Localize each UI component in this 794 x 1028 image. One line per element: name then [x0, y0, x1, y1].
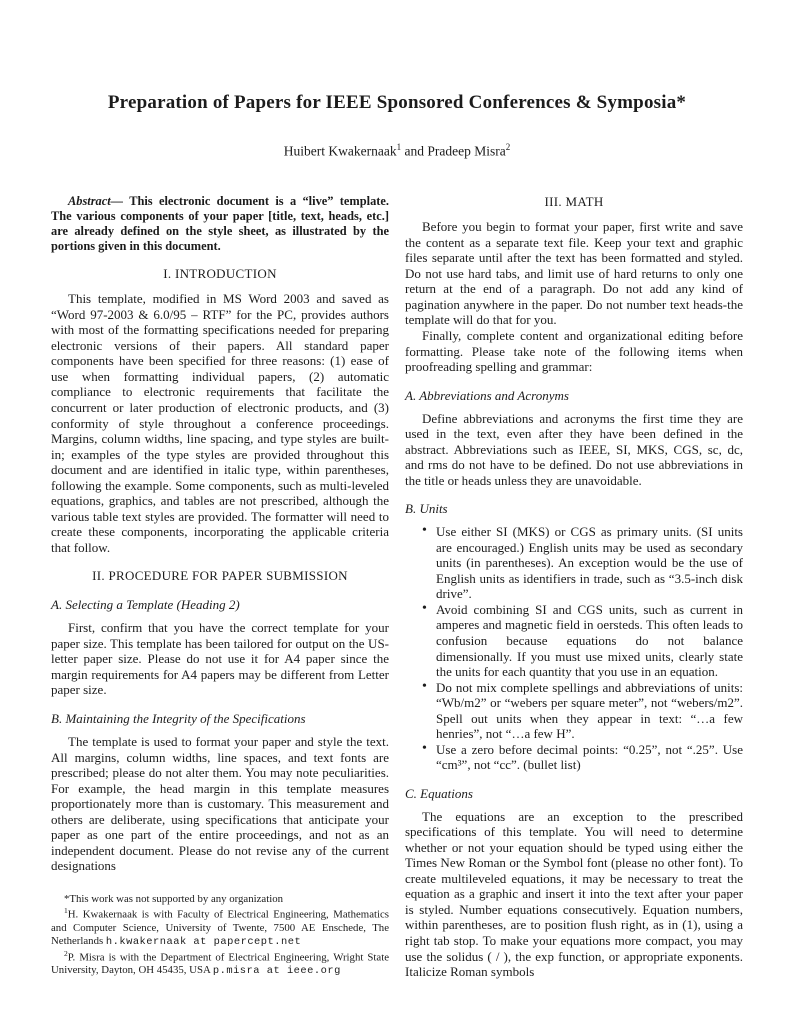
author2-name: Pradeep Misra [427, 143, 506, 159]
section-heading-introduction: I. INTRODUCTION [163, 266, 277, 282]
units-bullet-4: • Use a zero before decimal points: “0.25”, not “.25”. Use “cm³”, not “cc”. (bullet list) [436, 742, 743, 773]
footnote2-email: p.misra at ieee.org [212, 965, 341, 978]
abbreviations-paragraph: Define abbreviations and acronyms the first time they are used in the text, even after they have been defined in the abstract. Abbreviations such as IEEE, SI, MKS, CGS, sc, dc, and rms do not have to be defined. Do not use abbreviations in the title or heads unless they are unavoidable. [405, 410, 743, 488]
authors-line [0, 142, 794, 160]
footnote2-mark: 2 [64, 948, 68, 958]
subsection-heading-units: B. Units [405, 501, 448, 517]
author1-affiliation-mark: 1 [396, 141, 402, 152]
subsection-heading-maintaining-integrity: B. Maintaining the Integrity of the Specifications [51, 710, 306, 726]
section-heading-procedure: II. PROCEDURE FOR PAPER SUBMISSION [92, 568, 348, 584]
units-bullet-list [405, 524, 743, 773]
footnote1-mark: 1 [64, 905, 68, 915]
math-paragraph-2: Finally, complete content and organizational editing before formatting. Please take note of the following items when proofreading spelling and grammar: [405, 328, 743, 375]
equations-paragraph: The equations are an exception to the prescribed specifications of this template. You will need to determine whether or not your equation should be typed using either the Times New Roman or the Symbol font (please no other font). To create multileveled equations, it may be necessary to treat the equation as a graphic and insert it into the text after your paper is styled. Number equations consecutively. Equation numbers, within parentheses, are to position flush right, as in (1), using a right tab stop. To make your equations more compact, you may use the solidus ( / ), the exp function, or appropriate exponents. Italicize Roman symbols [405, 808, 743, 980]
introduction-paragraph: This template, modified in MS Word 2003 and saved as “Word 97-2003 & 6.0/95 – RTF” for the PC, provides authors with most of the formatting specifications needed for preparing electronic versions of their papers. All standard paper components have been specified for three reasons: (1) ease of use when formatting individual papers, (2) automatic compliance to electronic requirements that facilitate the concurrent or later production of electronic products, and (3) conformity of style throughout a conference proceedings. Margins, column widths, line spacing, and type styles are built-in; examples of the type styles are provided throughout this document and are identified in italic type, within parentheses, following the example. Some components, such as multi-leveled equations, graphics, and tables are not prescribed, although the various table text styles are provided. The formatter will need to create these components, incorporating the applicable criteria that follow. [51, 291, 389, 555]
footnote-support: *This work was not supported by any organization [64, 892, 284, 905]
abstract-label: Abstract— [68, 194, 124, 209]
author1-name: Huibert Kwakernaak [283, 143, 397, 159]
subsection-heading-equations: C. Equations [405, 785, 473, 801]
section-heading-math: III. MATH [544, 194, 604, 210]
right-column [405, 194, 743, 979]
footnotes-block [51, 893, 389, 978]
selecting-template-paragraph: First, confirm that you have the correct template for your paper size. This template has been tailored for output on the US-letter paper size. Please do not use it for A4 paper since the margin requirements for A4 papers may be different from Letter paper size. [51, 620, 389, 698]
units-bullet-3: • Do not mix complete spellings and abbreviations of units: “Wb/m2” or “webers per square meter”, not “webers/m2”. Spell out units when they appear in text: “…a few henries”, not “…a few H”. [436, 680, 743, 742]
maintaining-integrity-paragraph: The template is used to format your paper and style the text. All margins, column widths, line spaces, and text fonts are prescribed; please do not alter them. You may note peculiarities. For example, the head margin in this template measures proportionately more than is customary. This measurement and others are deliberate, using specifications that anticipate your paper as one part of the entire proceedings, and not as an independent document. Please do not revise any of the current designations [51, 733, 389, 874]
units-bullet-2: • Avoid combining SI and CGS units, such as current in amperes and magnetic field in oersteds. This often leads to confusion because equations do not balance dimensionally. If you must use mixed units, clearly state the units for each quantity that you use in an equation. [436, 602, 743, 680]
subsection-heading-selecting-template: A. Selecting a Template (Heading 2) [51, 597, 240, 613]
footnote-author1 [51, 906, 389, 949]
math-paragraph-1: Before you begin to format your paper, first write and save the content as a separate text file. Keep your text and graphic files separate until after the text has been formatted and styled. Do not use hard tabs, and limit use of hard returns to only one return at the end of a paragraph. Do not add any kind of pagination anywhere in the paper. Do not number text heads-the template will do that for you. [405, 219, 743, 328]
author2-affiliation-mark: 2 [505, 141, 511, 152]
left-column [51, 194, 389, 979]
footnote-author2 [51, 949, 389, 978]
subsection-heading-abbreviations: A. Abbreviations and Acronyms [405, 387, 569, 403]
authors-separator: and [401, 143, 428, 159]
footnote2-text: P. Misra is with the Department of Electrical Engineering, Wright State University, Dayton, OH 45435, USA [51, 951, 389, 977]
units-bullet-1: • Use either SI (MKS) or CGS as primary units. (SI units are encouraged.) English units may be used as secondary units (in parentheses). An exception would be the use of English units as identifiers in trade, such as “3.5-inch disk drive”. [436, 524, 743, 602]
two-column-body [51, 194, 743, 979]
footnote1-text: H. Kwakernaak is with Faculty of Electrical Engineering, Mathematics and Computer Science, University of Twente, 7500 AE Enschede, The Netherlands [51, 908, 389, 947]
abstract [51, 194, 389, 253]
footnote1-email: h.kwakernaak at papercept.net [105, 935, 302, 948]
paper-title: Preparation of Papers for IEEE Sponsored Conferences & Symposia* [107, 92, 687, 113]
abstract-text: This electronic document is a “live” template. The various components of your paper [title, text, heads, etc.] are already defined on the style sheet, as illustrated by the portions given in this document. [51, 194, 389, 253]
